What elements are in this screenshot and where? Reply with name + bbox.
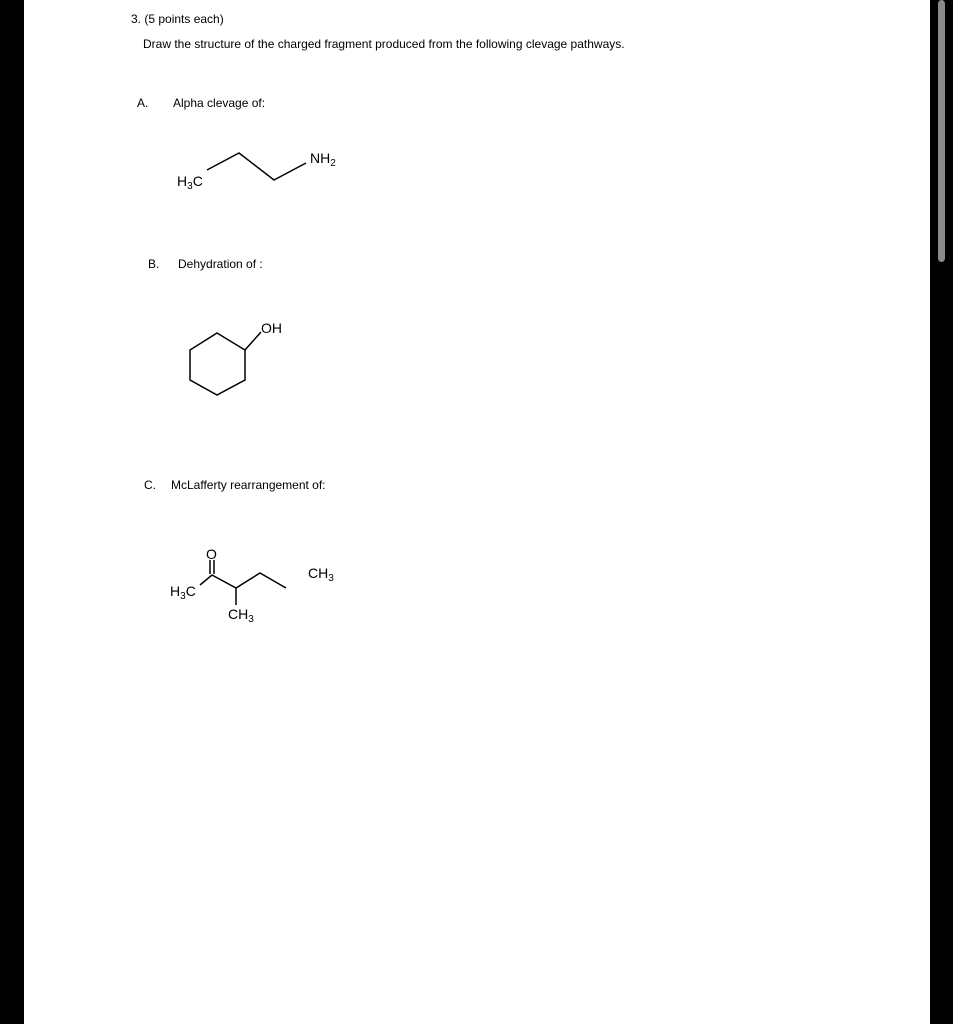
molecule-a-amine-label: $NH_2$	[310, 150, 336, 169]
molecule-b-cyclohexanol	[190, 320, 282, 395]
molecule-b-ring	[190, 333, 245, 395]
molecule-c-chain-bonds	[200, 573, 286, 588]
part-c-letter: C.	[144, 478, 156, 492]
question-header: 3. (5 points each)	[131, 12, 224, 26]
document-page	[24, 0, 930, 1024]
part-a-label: Alpha clevage of:	[173, 96, 266, 110]
molecule-b-oh-label: OH	[261, 320, 282, 336]
part-c-label: McLafferty rearrangement of:	[171, 478, 326, 492]
molecule-c-ketone	[170, 546, 334, 625]
molecule-a-methyl-label: $H_3C$	[177, 173, 203, 192]
part-b-letter: B.	[148, 257, 160, 271]
molecule-a-chain-bonds	[207, 153, 306, 180]
molecule-a-propylamine	[177, 150, 336, 192]
molecule-c-methyl-right-label: $CH_3$	[308, 565, 334, 584]
molecule-b-oh-bond	[245, 332, 261, 350]
part-b-label: Dehydration of :	[178, 257, 263, 271]
molecule-c-methyl-bottom-label: $CH_3$	[228, 606, 254, 625]
molecule-c-methyl-left-label: $H_3C$	[170, 583, 196, 602]
molecule-drawings	[24, 0, 930, 1024]
molecule-c-oxygen-label: O	[206, 546, 217, 562]
question-instruction: Draw the structure of the charged fragment produced from the following clevage pathways.	[143, 37, 625, 51]
scrollbar-thumb[interactable]	[938, 0, 945, 262]
part-a-letter: A.	[137, 96, 149, 110]
